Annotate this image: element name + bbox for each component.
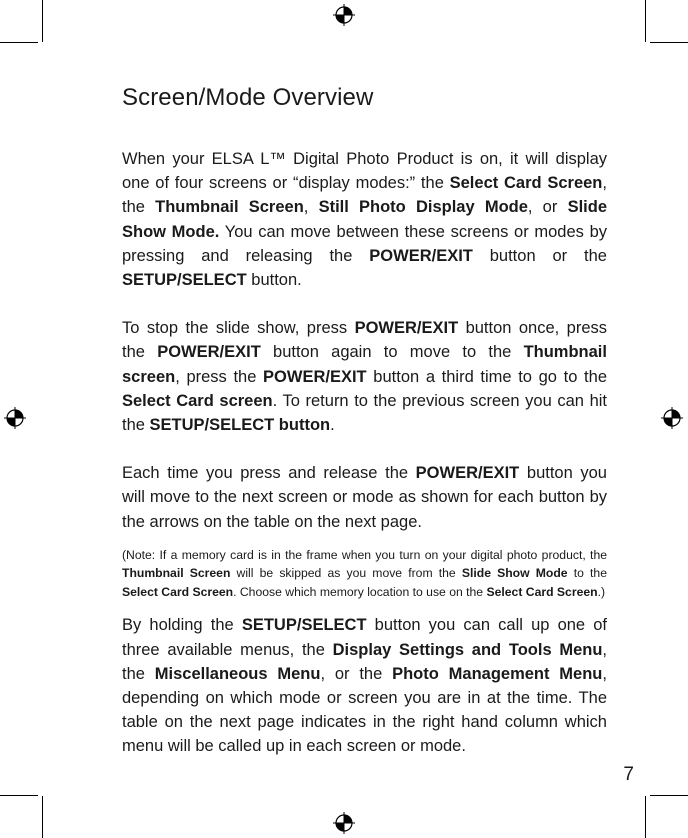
bold-term: Select Card Screen [486,584,598,599]
text-run: . Choose which memory location to use on the [233,584,487,599]
text-run: , press the [175,367,264,386]
bold-term: Still Photo Display Mode [318,198,528,217]
text-run: button you will move to the next screen or mode as shown for each button by the arrows on the table on the next page. [122,464,607,531]
paragraph-menus [122,613,607,758]
note-memory-card [122,546,607,602]
paragraph-stop-slideshow [122,316,607,437]
bold-term: POWER/EXIT [369,246,473,265]
crop-mark-top-right-v [645,0,646,42]
registration-mark-icon [333,812,355,834]
text-run: By holding the [122,616,242,635]
text-run: button. [246,271,302,290]
text-run: , depending on which mode or screen you are in at the time. The table on the next page indicates in the right hand column which menu will be called up in each screen or mode. [122,664,607,756]
text-run: will be skipped as you move from the [230,566,462,581]
bold-term: SETUP/SELECT button [149,416,331,435]
bold-term: Slide Show Mode [461,566,568,581]
crop-mark-bottom-right-h [650,795,688,796]
text-run: , [303,198,319,217]
bold-term: SETUP/SELECT [241,616,367,635]
bold-term: Thumbnail screen [122,343,607,386]
text-run: button a third time to go to the [366,367,607,386]
page-content [122,147,607,783]
bold-term: POWER/EXIT [263,367,367,386]
text-run: , or [527,198,568,217]
text-run: .) [597,584,606,599]
crop-mark-bottom-left-v [42,796,43,838]
bold-term: Miscellaneous Menu [154,664,321,683]
text-run: button once, press the [122,319,608,362]
bold-term: POWER/EXIT [415,464,520,483]
bold-term: Photo Management Menu [392,664,603,683]
registration-mark-icon [661,407,683,429]
registration-mark-icon [333,4,355,26]
text-run: When your ELSA L™ Digital Photo Product is on, it will display one of four screens or “display modes:” the [122,150,607,193]
bold-term: POWER/EXIT [354,319,459,338]
text-run: . To return to the previous screen you can hit the [122,391,607,435]
bold-term: SETUP/SELECT [122,271,247,290]
bold-term: Select Card Screen [122,584,234,599]
bold-term: Select Card Screen [449,174,603,193]
text-run: button you can call up one of three available menus, the [122,616,607,659]
text-run: , the [122,640,607,683]
crop-mark-bottom-left-h [0,795,38,796]
paragraph-next-screen [122,461,607,534]
paragraph-display-modes [122,147,607,292]
text-run: To stop the slide show, press [122,319,355,338]
bold-term: Thumbnail Screen [122,566,231,581]
page-number: 7 [623,764,634,785]
text-run: , the [122,174,607,217]
bold-term: Thumbnail Screen [155,198,304,217]
text-run: You can move between these screens or modes by pressing and releasing the [122,222,607,265]
text-run: . [330,416,335,435]
text-run: button again to move to the [260,343,524,362]
text-run: (Note: If a memory card is in the frame when you turn on your digital photo product, the [122,547,607,562]
crop-mark-top-right-h [650,42,688,43]
bold-term: Display Settings and Tools Menu [332,640,603,659]
crop-mark-top-left-v [42,0,43,42]
crop-mark-top-left-h [0,42,38,43]
text-run: , or the [320,664,393,683]
bold-term: Select Card screen [122,391,273,410]
crop-mark-bottom-right-v [645,796,646,838]
registration-mark-icon [4,407,26,429]
text-run: button or the [472,246,607,265]
text-run: Each time you press and release the [122,464,416,483]
text-run: to the [567,566,607,581]
page-title: Screen/Mode Overview [122,84,374,111]
bold-term: Slide Show Mode. [122,198,607,241]
bold-term: POWER/EXIT [157,343,261,362]
